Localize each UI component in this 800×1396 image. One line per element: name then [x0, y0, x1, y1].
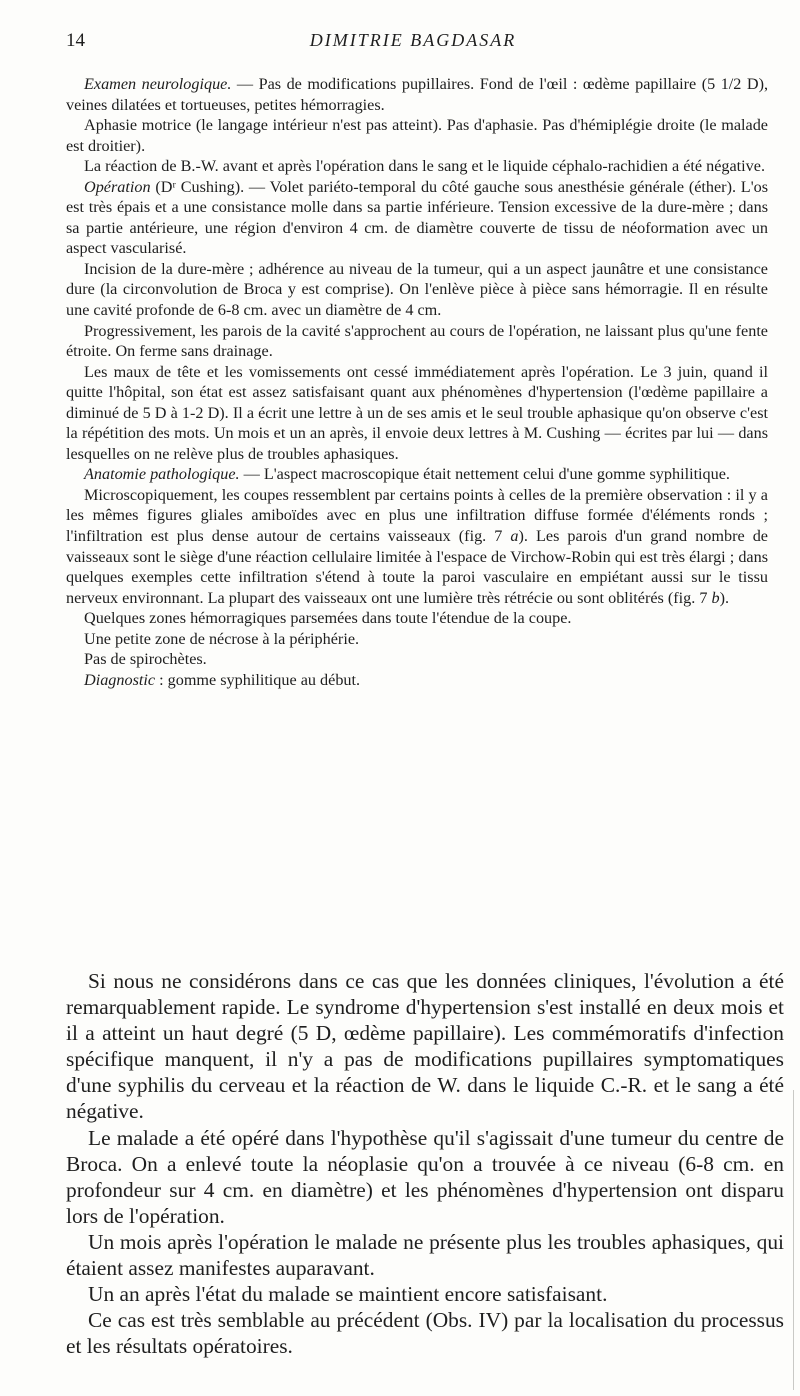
- discussion-paragraph-2: Le malade a été opéré dans l'hypothèse qu'il s'agissait d'une tumeur du centre de Broca. On a enlevé toute la néoplasie qu'on a trouvée à ce niveau (6-8 cm. en profondeur sur 4 cm. en diamètre) et les phénomènes d'hypertension ont disparu lors de l'opération.: [66, 1125, 784, 1228]
- examen-paragraph: [66, 74, 768, 115]
- micro-text-1: Microscopiquement, les coupes ressemblent par certains points à celles de la première observation : il y a les mêmes figures gliales amiboïdes avec en plus une infiltration diffuse formée d'éléments ronds ; l'infiltration est plus dense autour de certains vaisseaux (fig. 7: [66, 485, 768, 546]
- figure-ref-a: a: [510, 527, 519, 546]
- diagnostic-heading: Diagnostic: [84, 670, 156, 689]
- anatomie-text: — L'aspect macroscopique était nettement celui d'une gomme syphilitique.: [239, 465, 730, 484]
- reaction-paragraph: La réaction de B.-W. avant et après l'opération dans le sang et le liquide céphalo-rachidien a été négative.: [84, 157, 766, 176]
- discussion-paragraph-5: Ce cas est très semblable au précédent (Obs. IV) par la localisation du processus et les résultats opératoires.: [66, 1308, 784, 1359]
- discussion-paragraph-1: Si nous ne considérons dans ce cas que les données cliniques, l'évolution a été remarquablement rapide. Le syndrome d'hypertension s'est installé en deux mois et il a atteint un haut degré (5 D, œdème papillaire). Les commémoratifs d'infection spécifique manquent, il n'y a pas de modifications pupillaires symptomatiques d'une syphilis du cerveau et la réaction de W. dans le liquide C.-R. et le sang a été négative.: [66, 969, 784, 1124]
- microscopie-paragraph: [66, 485, 768, 608]
- progressivement-paragraph: Progressivement, les parois de la cavité s'approchent au cours de l'opération, ne laissant plus qu'une fente étroite. On ferme sans drainage.: [66, 321, 768, 361]
- aphasie-paragraph: Aphasie motrice (le langage intérieur n'est pas atteint). Pas d'aphasie. Pas d'hémiplégie droite (le malade est droitier).: [66, 116, 768, 155]
- page-number: 14: [66, 30, 85, 51]
- examen-heading: Examen neurologique.: [84, 75, 232, 93]
- maux-paragraph: Les maux de tête et les vomissements ont cessé immédiatement après l'opération. Le 3 juin, quand il quitte l'hôpital, son état est assez satisfaisant quant aux phénomènes d'hypertension (l'œdème papillaire a diminué de 5 D à 1-2 D). Il a écrit une lettre à un de ses amis et le seul trouble aphasique qu'on observe c'est la répétition des mots. Un mois et un an après, il envoie deux lettres à M. Cushing — écrites par lui — dans lesquelles on ne relève plus de troubles aphasiques.: [66, 362, 768, 463]
- anatomie-heading: Anatomie pathologique.: [84, 465, 240, 484]
- anatomie-paragraph: [66, 464, 768, 485]
- micro-text-3: ).: [719, 588, 730, 607]
- diagnostic-paragraph: [66, 670, 768, 691]
- discussion-paragraph-4: Un an après l'état du malade se maintient encore satisfaisant.: [88, 1282, 608, 1307]
- necrose-paragraph: Une petite zone de nécrose à la périphérie.: [84, 629, 360, 648]
- operation-heading: Opération: [84, 177, 151, 196]
- incision-paragraph: Incision de la dure-mère ; adhérence au niveau de la tumeur, qui a un aspect jaunâtre et une consistance dure (la circonvolution de Broca y est comprise). On l'enlève pièce à pièce sans hémorragie. Il en résulte une cavité profonde de 6-8 cm. avec un diamètre de 4 cm.: [66, 259, 768, 320]
- figure-ref-b: b: [711, 588, 720, 607]
- zones-paragraph: Quelques zones hémorragiques parsemées dans toute l'étendue de la coupe.: [84, 609, 572, 628]
- micro-text-2: ). Les parois d'un grand nombre de vaisseaux sont le siège d'une réaction cellulaire limitée à l'espace de Virchow-Robin qui est très élargi ; dans quelques exemples cette infiltration s'étend à toute la paroi vasculaire en empiétant aussi sur le tissu nerveux environnant. La plupart des vaisseaux ont une lumière très rétrécie ou sont oblitérés (fig. 7: [66, 527, 768, 607]
- operation-paragraph: [66, 177, 768, 259]
- page-header: [66, 30, 760, 60]
- examen-text: — Pas de modifications pupillaires. Fond de l'œil : œdème papillaire (5 1/2 D), veines dilatées et tortueuses, petites hémorragies.: [66, 75, 769, 114]
- spirochetes-paragraph: Pas de spirochètes.: [84, 650, 207, 669]
- discussion-text: [66, 968, 784, 1359]
- discussion-paragraph-3: Un mois après l'opération le malade ne présente plus les troubles aphasiques, qui étaient assez manifestes auparavant.: [66, 1229, 784, 1281]
- operation-text: (Dʳ Cushing). — Volet pariéto-temporal du côté gauche sous anesthésie générale (éther). L'os est très épais et a une consistance molle dans sa partie inférieure. Tension excessive de la dure-mère ; dans sa partie antérieure, une région d'environ 4 cm. de diamètre couverte de tissu de néoformation avec un aspect vascularisé.: [66, 177, 768, 258]
- diagnostic-text: : gomme syphilitique au début.: [155, 670, 361, 689]
- case-notes: [66, 74, 768, 690]
- running-title: DIMITRIE BAGDASAR: [309, 30, 517, 50]
- scan-edge-line: [793, 1090, 794, 1390]
